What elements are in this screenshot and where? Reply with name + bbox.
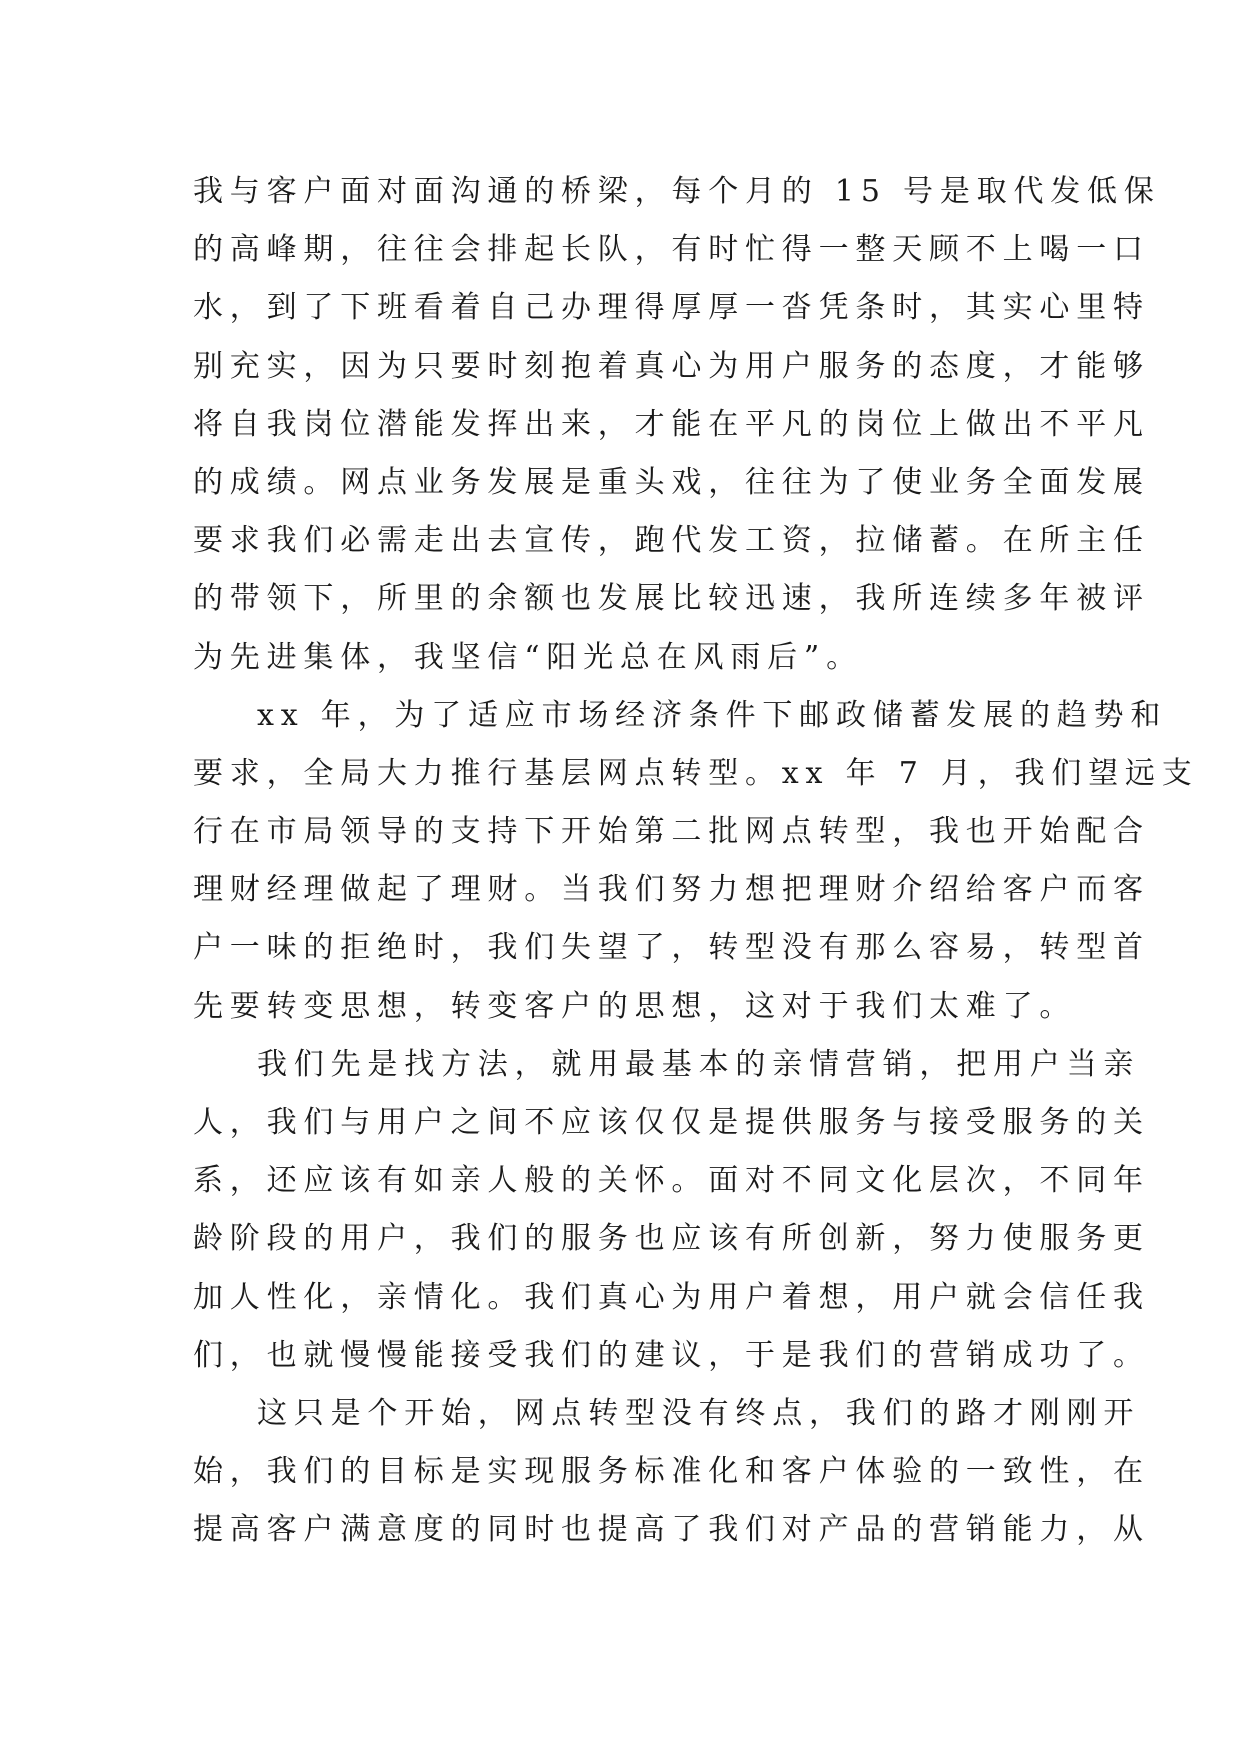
text-line: 系，还应该有如亲人般的关怀。面对不同文化层次，不同年 (193, 1163, 1150, 1199)
text-line: 龄阶段的用户，我们的服务也应该有所创新，努力使服务更 (193, 1221, 1150, 1257)
text-line: 理财经理做起了理财。当我们努力想把理财介绍给客户而客 (193, 872, 1150, 908)
paragraph (193, 687, 1199, 1036)
text-line: 的高峰期，往往会排起长队，有时忙得一整天顾不上喝一口 (193, 232, 1150, 268)
text-line: 提高客户满意度的同时也提高了我们对产品的营销能力，从 (193, 1512, 1150, 1548)
text-line: 人，我们与用户之间不应该仅仅是提供服务与接受服务的关 (193, 1105, 1150, 1140)
paragraph (193, 1385, 1150, 1560)
text-line: 先要转变思想，转变客户的思想，这对于我们太难了。 (193, 988, 1077, 1024)
text-line: 们，也就慢慢能接受我们的建议，于是我们的营销成功了。 (193, 1337, 1150, 1373)
text-line: 的成绩。网点业务发展是重头戏，往往为了使业务全面发展 (193, 464, 1150, 500)
paragraph (193, 163, 1161, 687)
text-line: 这只是个开始，网点转型没有终点，我们的路才刚刚开 (257, 1395, 1141, 1431)
text-line: 我与客户面对面沟通的桥梁，每个月的 15 号是取代发低保 (193, 174, 1161, 209)
text-line: 行在市局领导的支持下开始第二批网点转型，我也开始配合 (193, 814, 1150, 850)
text-line: 为先进集体，我坚信“阳光总在风雨后”。 (193, 639, 863, 675)
text-line: 我们先是找方法，就用最基本的亲情营销，把用户当亲 (257, 1046, 1141, 1082)
text-line: xx 年，为了适应市场经济条件下邮政储蓄发展的趋势和 (257, 697, 1168, 733)
text-line: 户一味的拒绝时，我们失望了，转型没有那么容易，转型首 (193, 930, 1150, 966)
text-line: 加人性化，亲情化。我们真心为用户着想，用户就会信任我 (193, 1279, 1150, 1315)
text-line: 要求我们必需走出去宣传，跑代发工资，拉储蓄。在所主任 (193, 523, 1150, 559)
text-line: 别充实，因为只要时刻抱着真心为用户服务的态度，才能够 (193, 348, 1150, 384)
text-line: 水，到了下班看着自己办理得厚厚一沓凭条时，其实心里特 (193, 290, 1150, 326)
text-line: 要求，全局大力推行基层网点转型。xx 年 7 月，我们望远支 (193, 755, 1199, 791)
paragraph (193, 1036, 1150, 1385)
body-text (193, 163, 1199, 1560)
text-line: 始，我们的目标是实现服务标准化和客户体验的一致性，在 (193, 1454, 1150, 1490)
text-line: 将自我岗位潜能发挥出来，才能在平凡的岗位上做出不平凡 (193, 406, 1150, 442)
text-line: 的带领下，所里的余额也发展比较迅速，我所连续多年被评 (193, 581, 1150, 617)
